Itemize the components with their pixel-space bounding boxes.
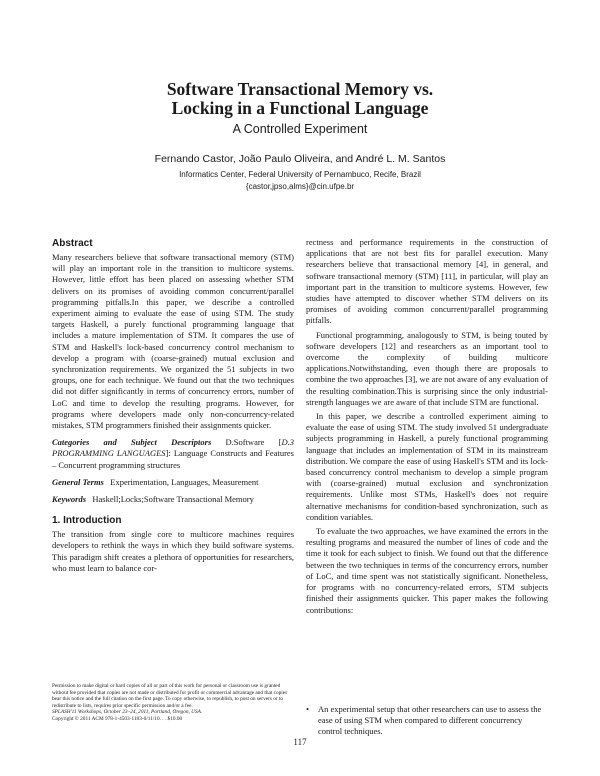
paper-authors: Fernando Castor, João Paulo Oliveira, and André L. M. Santos	[154, 153, 446, 165]
keywords-label: Keywords	[52, 494, 86, 505]
general-terms-block	[52, 477, 294, 488]
bullet-icon: •	[306, 704, 309, 714]
paper-email: {castor,jpso,alms}@cin.ufpe.br	[245, 182, 355, 191]
keywords-block	[52, 494, 294, 505]
contribution-list	[306, 704, 548, 738]
intro-paragraph-1: The transition from single core to multicore machines requires developers to rethink the ways in which they build software systems. This paradigm shift creates a plethora of opportunities for researchers, who must learn to balance cor-	[52, 529, 294, 573]
categories-italic: D.3 PROGRAMMING LANGUAGES	[52, 437, 295, 459]
right-column	[306, 237, 548, 616]
list-item	[306, 704, 548, 738]
paper-title-line2: Locking in a Functional Language	[171, 98, 429, 118]
footnote-permission: Permission to make digital or hard copies of all or part of this work for personal or classroom use is granted without fee provided that copies are not made or distributed for profit or commercial advantage and that copies bear this notice and the full citation on the first page. To copy otherwise, to republish, to post on servers or to redistribute to lists, requires prior specific permission and/or a fee.	[52, 683, 288, 709]
contribution-1-text: An experimental setup that other researchers can use to assess the ease of using STM when compared to different concurrency control techniques.	[318, 704, 542, 737]
paper-title-line1: Software Transactional Memory vs.	[166, 79, 434, 99]
introduction-heading: 1. Introduction	[52, 515, 122, 527]
intro-paragraph-3: In this paper, we describe a controlled experiment aiming to evaluate the ease of using STM. The study involved 51 undergraduate subjects programming in Haskell, a purely functional programming language that includes an implementation of STM in its mainstream distribution. We compare the ease of using Haskell's STM and its lock-based concurrency control mechanism to develop a simple program with (coarse-grained) mutual exclusion and synchronization requirements. Unlike most STMs, Haskell's does not require alternative mechanisms for condition-based synchronization, such as condition variables.	[306, 411, 548, 522]
general-terms-label: General Terms	[52, 476, 104, 487]
footnote-copyright: Copyright © 2011 ACM 978-1-4503-1183-0/11/10. . . $10.00	[52, 715, 183, 722]
copyright-footnote	[52, 683, 294, 723]
categories-prefix: D.Software [	[225, 437, 282, 448]
page-number: 117	[293, 737, 307, 747]
categories-suffix: ]: Language Constructs and Features – Concurrent programming structures	[52, 448, 294, 470]
paper-affiliation: Informatics Center, Federal University of Pernambuco, Recife, Brazil	[179, 170, 421, 179]
abstract-heading: Abstract	[52, 238, 93, 249]
intro-paragraph-2: Functional programming, analogously to STM, is being touted by software developers [12] and researchers as an important tool to overcome the complexity of building multicore applications.Notwithstanding, even though there are proposals to combine the two approaches [3], we are not aware of any evaluation of the resulting combination.This is surprising since the only industrial-strength languages we are aware of that include STM are functional.	[306, 329, 548, 407]
keywords-text: Haskell;Locks;Software Transactional Memory	[92, 494, 254, 505]
footnote-venue: SPLASH'11 Workshops, October 23–24, 2011, Portland, Oregon, USA.	[52, 709, 203, 716]
abstract-text: Many researchers believe that software transactional memory (STM) will play an important role in the transition to multicore systems. However, little effort has been placed on assessing whether STM delivers on its promises of avoiding common concurrent/parallel programming pitfalls.In this paper, we describe a controlled experiment aiming to evaluate the ease of using STM. The study targets Haskell, a purely functional programming language that includes a mature implementation of STM. It compares the use of STM and Haskell's lock-based concurrency control mechanism to develop a program with (coarse-grained) mutual exclusion and synchronization requirements. We organized the 51 subjects in two groups, one for each technique. We found out that the two techniques did not differ significantly in terms of concurrency errors, number of LoC and time to develop the resulting programs. However, for programs where developers made only non-concurrency-related mistakes, STM programmers finished their assignments quicker.	[52, 252, 294, 431]
paper-subtitle: A Controlled Experiment	[232, 122, 368, 136]
general-terms-text: Experimentation, Languages, Measurement	[110, 476, 259, 487]
intro-paragraph-1-continued: rectness and performance requirements in the construction of applications that are not best fits for parallel execution. Many researchers believe that transactional memory [4], in general, and software transactional memory (STM) [11], in particular, will play an important part in the transition to multicore systems. However, few studies have attempted to discover whether STM delivers on its promises of avoiding common concurrent/parallel programming pitfalls.	[306, 237, 548, 326]
intro-paragraph-4: To evaluate the two approaches, we have examined the errors in the resulting programs and measured the number of lines of code and the time it took for each subject to finish. We found out that the difference between the two techniques in terms of the concurrency errors, number of LoC, and time spent was not statistically significant. Nonetheless, for programs with no concurrency-related errors, STM subjects finished their assignments quicker. This paper makes the following contributions:	[306, 526, 548, 615]
categories-label: Categories and Subject Descriptors	[52, 437, 212, 448]
left-column	[52, 237, 294, 574]
categories-block	[52, 437, 294, 471]
